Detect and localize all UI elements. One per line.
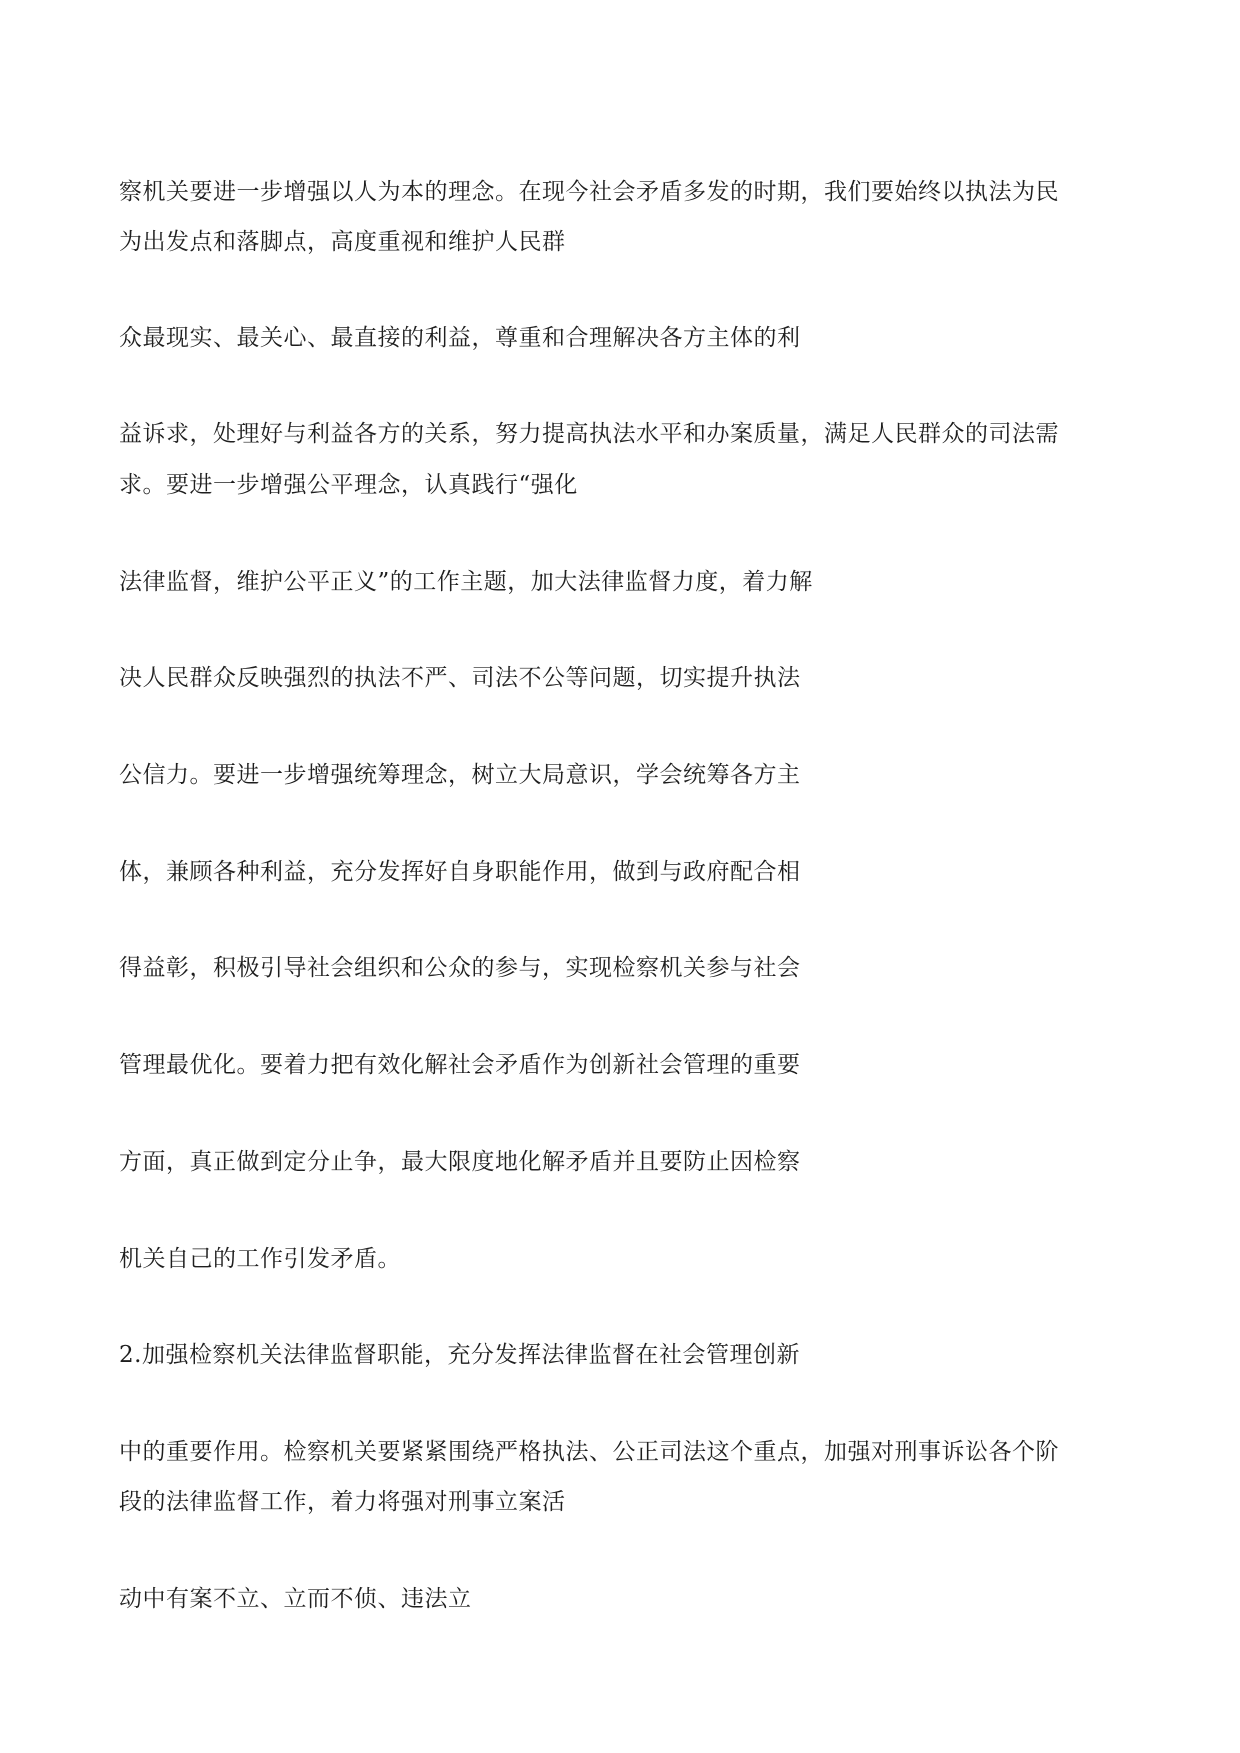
text-line: 决人民群众反映强烈的执法不严、司法不公等问题，切实提升执法 bbox=[119, 665, 801, 691]
text-line: 求。要进一步增强公平理念，认真践行“强化 bbox=[119, 472, 578, 498]
text-line: 方面，真正做到定分止争，最大限度地化解矛盾并且要防止因检察 bbox=[119, 1149, 801, 1175]
text-line: 公信力。要进一步增强统筹理念，树立大局意识，学会统筹各方主 bbox=[119, 762, 801, 788]
text-line: 察机关要进一步增强以人为本的理念。在现今社会矛盾多发的时期，我们要始终以执法为民 bbox=[119, 179, 1059, 205]
text-line: 众最现实、最关心、最直接的利益，尊重和合理解决各方主体的利 bbox=[119, 325, 801, 351]
text-line: 段的法律监督工作，着力将强对刑事立案活 bbox=[119, 1489, 566, 1515]
text-line: 动中有案不立、立而不侦、违法立 bbox=[119, 1586, 472, 1612]
text-line: 法律监督，维护公平正义”的工作主题，加大法律监督力度，着力解 bbox=[119, 569, 813, 595]
text-line: 中的重要作用。检察机关要紧紧围绕严格执法、公正司法这个重点，加强对刑事诉讼各个阶 bbox=[119, 1439, 1059, 1465]
text-line: 体，兼顾各种利益，充分发挥好自身职能作用，做到与政府配合相 bbox=[119, 859, 801, 885]
text-line: 得益彰，积极引导社会组织和公众的参与，实现检察机关参与社会 bbox=[119, 955, 801, 981]
text-line: 为出发点和落脚点，高度重视和维护人民群 bbox=[119, 229, 566, 255]
text-line: 益诉求，处理好与利益各方的关系，努力提高执法水平和办案质量，满足人民群众的司法需 bbox=[119, 421, 1059, 447]
text-line: 管理最优化。要着力把有效化解社会矛盾作为创新社会管理的重要 bbox=[119, 1052, 801, 1078]
text-line: 机关自己的工作引发矛盾。 bbox=[119, 1246, 401, 1272]
section-heading-line: 2.加强检察机关法律监督职能，充分发挥法律监督在社会管理创新 bbox=[119, 1342, 800, 1368]
